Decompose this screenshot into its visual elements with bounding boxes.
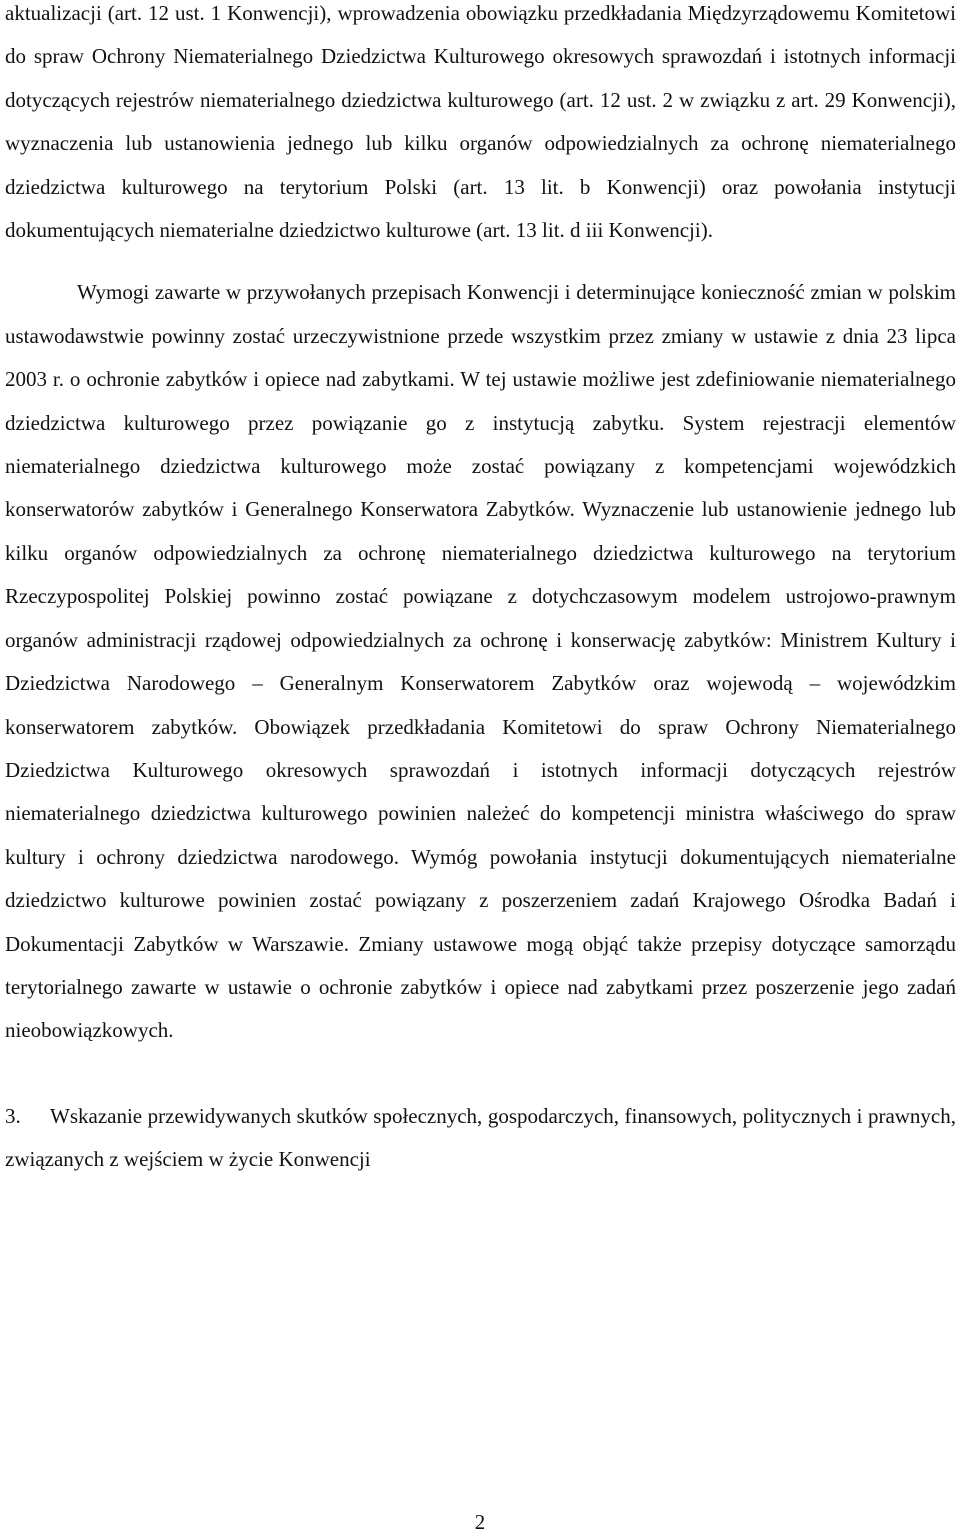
paragraph-continuation: aktualizacji (art. 12 ust. 1 Konwencji), wprowadzenia obowiązku przedkładania Międzyrządowemu Komitetowi do spraw Ochrony Niematerialnego Dziedzictwa Kulturowego okresowych sprawozdań i istotnych informacji dotyczących rejestrów niematerialnego dziedzictwa kulturowego (art. 12 ust. 2 w związku z art. 29 Konwencji), wyznaczenia lub ustanowienia jednego lub kilku organów odpowiedzialnych za ochronę niematerialnego dziedzictwa kulturowego na terytorium Polski (art. 13 lit. b Konwencji) oraz powołania instytucji dokumentujących niematerialne dziedzictwo kulturowe (art. 13 lit. d iii Konwencji).: [5, 1, 956, 243]
section-3-heading: [5, 1095, 956, 1182]
section-3-text: Wskazanie przewidywanych skutków społecznych, gospodarczych, finansowych, politycznych i prawnych, związanych z wejściem w życie Konwencji: [5, 1103, 956, 1172]
paragraph-legislative-changes: Wymogi zawarte w przywołanych przepisach Konwencji i determinujące konieczność zmian w polskim ustawodawstwie powinny zostać urzeczywistnione przede wszystkim przez zmiany w ustawie z dnia 23 lipca 2003 r. o ochronie zabytków i opiece nad zabytkami. W tej ustawie możliwe jest zdefiniowanie niematerialnego dziedzictwa kulturowego przez powiązanie go z instytucją zabytku. System rejestracji elementów niematerialnego dziedzictwa kulturowego może zostać powiązany z kompetencjami wojewódzkich konserwatorów zabytków i Generalnego Konserwatora Zabytków. Wyznaczenie lub ustanowienie jednego lub kilku organów odpowiedzialnych za ochronę niematerialnego dziedzictwa kulturowego na terytorium Rzeczypospolitej Polskiej powinno zostać powiązane z dotychczasowym modelem ustrojowo-prawnym organów administracji rządowej odpowiedzialnych za ochronę i konserwację zabytków: Ministrem Kultury i Dziedzictwa Narodowego – Generalnym Konserwatorem Zabytków oraz wojewodą – wojewódzkim konserwatorem zabytków. Obowiązek przedkładania Komitetowi do spraw Ochrony Niematerialnego Dziedzictwa Kulturowego okresowych sprawozdań i istotnych informacji dotyczących rejestrów niematerialnego dziedzictwa kulturowego powinien należeć do kompetencji ministra właściwego do spraw kultury i ochrony dziedzictwa narodowego. Wymóg powołania instytucji dokumentujących niematerialne dziedzictwo kulturowe powinien zostać powiązany z poszerzeniem zadań Krajowego Ośrodka Badań i Dokumentacji Zabytków w Warszawie. Zmiany ustawowe mogą objąć także przepisy dotyczące samorządu terytorialnego zawarte w ustawie o ochronie zabytków i opiece nad zabytkami przez poszerzenie jego zadań nieobowiązkowych.: [5, 280, 956, 1043]
section-3-number: 3.: [5, 1103, 21, 1128]
document-page: [5, 0, 956, 1182]
page-number: 2: [474, 1510, 486, 1534]
